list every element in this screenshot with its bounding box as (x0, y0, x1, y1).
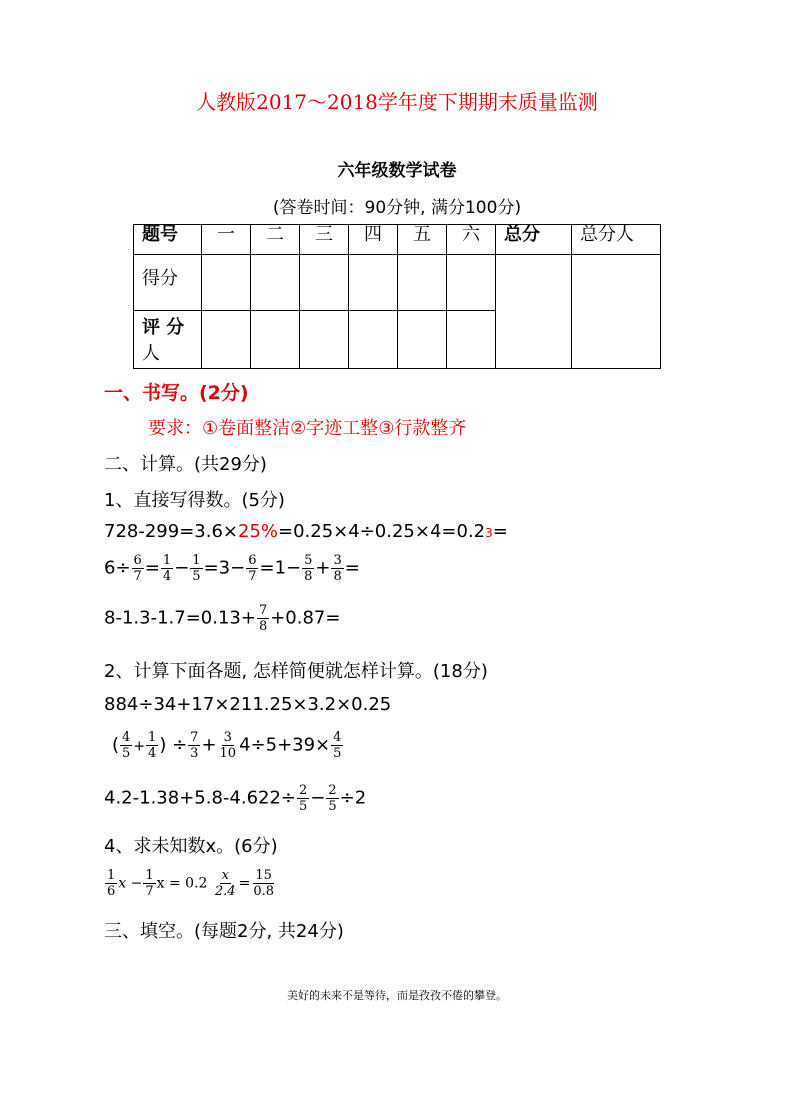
section1-heading: 一、书写。(2分) (104, 382, 249, 404)
expr-text: + (315, 557, 331, 579)
total-score-cell[interactable] (496, 255, 572, 369)
page-footer-quote: 美好的未来不是等待，而是孜孜不倦的攀登。 (287, 989, 507, 1002)
header-cell-4: 四 (349, 225, 398, 255)
grader-input-cell[interactable] (300, 311, 349, 369)
expr-text: + (201, 734, 217, 756)
grader-label-line1: 评 分 (142, 317, 185, 338)
expr-text: 4.2-1.38+5.8-4.622÷ (104, 787, 297, 809)
q1-line1-mark: 3 (485, 526, 493, 540)
q1-line1 (104, 521, 508, 542)
header-cell-total: 总分 (496, 225, 572, 255)
score-input-cell[interactable] (447, 255, 496, 311)
section2-heading: 二、计算。(共29分) (104, 454, 267, 475)
document-title: 人教版2017～2018学年度下期期末质量监测 (196, 90, 598, 114)
grader-label-line2: 人 (142, 343, 160, 364)
header-cell-5: 五 (398, 225, 447, 255)
fraction: $\frac{1}{6}$ (107, 868, 116, 899)
grader-input-cell[interactable] (447, 311, 496, 369)
fraction: $\frac{3}{8}$ (333, 553, 342, 584)
expr-text: =1− (259, 557, 302, 579)
expr-text: x − (118, 875, 143, 892)
expr-text: ( (112, 734, 120, 756)
document-subtitle: 六年级数学试卷 (337, 161, 457, 181)
fraction: $\frac{4}{5}$ (122, 730, 131, 761)
expr-text: ÷2 (339, 787, 367, 809)
expr-text: 8-1.3-1.7=0.13+ (104, 607, 256, 629)
score-table (133, 224, 661, 369)
expr-text: − (310, 787, 326, 809)
header-cell-1: 一 (202, 225, 251, 255)
fraction: $\frac{5}{8}$ (304, 553, 313, 584)
expr-text: ) ÷ (159, 734, 188, 756)
q2-line3 (104, 783, 366, 814)
expr-text: +0.87= (270, 607, 341, 629)
expr-text: x = 0.2 (156, 875, 208, 892)
q4-heading: 4、求未知数x。(6分) (104, 836, 278, 857)
q1-line1-percent: 25% (238, 521, 279, 542)
expr-text: = (238, 875, 251, 892)
score-input-cell[interactable] (398, 255, 447, 311)
fraction: $\frac{4}{5}$ (333, 730, 342, 761)
q1-line1-c: = (492, 521, 508, 542)
fraction: $\frac{6}{7}$ (133, 553, 142, 584)
fraction: $\frac{2}{5}$ (299, 783, 308, 814)
score-input-cell[interactable] (349, 255, 398, 311)
q1-line3 (104, 603, 340, 634)
total-grader-cell[interactable] (572, 255, 661, 369)
fraction: $\frac{15}{0.8}$ (253, 868, 274, 899)
grader-input-cell[interactable] (202, 311, 251, 369)
fraction: $\frac{1}{4}$ (148, 730, 157, 761)
score-input-cell[interactable] (202, 255, 251, 311)
fraction: $\frac{6}{7}$ (248, 553, 257, 584)
row-label-grader (134, 311, 202, 369)
fraction: $\frac{1}{4}$ (162, 553, 172, 584)
q4-equations (104, 868, 277, 899)
grader-input-cell[interactable] (251, 311, 300, 369)
q1-heading: 1、直接写得数。(5分) (104, 490, 285, 511)
expr-text: + (133, 738, 146, 755)
exam-info: (答卷时间：90分钟, 满分100分) (272, 198, 522, 218)
fraction: $\frac{3}{10}$ (219, 730, 237, 761)
q2-line2 (112, 730, 344, 761)
grader-input-cell[interactable] (349, 311, 398, 369)
expr-text: 4÷5+39× (239, 734, 331, 756)
expr-text: − (174, 557, 190, 579)
header-cell-6: 六 (447, 225, 496, 255)
expr-text: =3− (203, 557, 246, 579)
fraction: $\frac{2}{5}$ (328, 783, 337, 814)
expr-text: = (344, 557, 360, 579)
q2-line1: 884÷34+17×211.25×3.2×0.25 (104, 694, 392, 715)
row-label-score: 得分 (134, 255, 202, 311)
score-input-cell[interactable] (251, 255, 300, 311)
section3-heading: 三、填空。(每题2分, 共24分) (104, 921, 344, 942)
header-cell-2: 二 (251, 225, 300, 255)
fraction: $\frac{1}{7}$ (145, 868, 154, 899)
fraction: $\frac{7}{3}$ (190, 730, 199, 761)
q2-heading: 2、计算下面各题, 怎样简便就怎样计算。(18分) (104, 661, 488, 682)
q1-line2 (104, 553, 360, 584)
q1-line1-b: =0.25×4÷0.25×4=0.2 (278, 521, 486, 542)
expr-text: 6÷ (104, 557, 131, 579)
header-cell-3: 三 (300, 225, 349, 255)
section1-requirement: 要求：①卷面整洁②字迹工整③行款整齐 (148, 418, 467, 439)
fraction: $\frac{1}{5}$ (192, 553, 201, 584)
expr-text: = (144, 557, 160, 579)
fraction: $\frac{7}{8}$ (258, 603, 268, 634)
grader-input-cell[interactable] (398, 311, 447, 369)
header-cell-total-grader: 总分人 (572, 225, 661, 255)
fraction: $\frac{x}{2.4}$ (214, 868, 236, 899)
q1-line1-a: 728-299=3.6× (104, 521, 238, 542)
score-input-cell[interactable] (300, 255, 349, 311)
header-cell-question-no: 题号 (134, 225, 202, 255)
